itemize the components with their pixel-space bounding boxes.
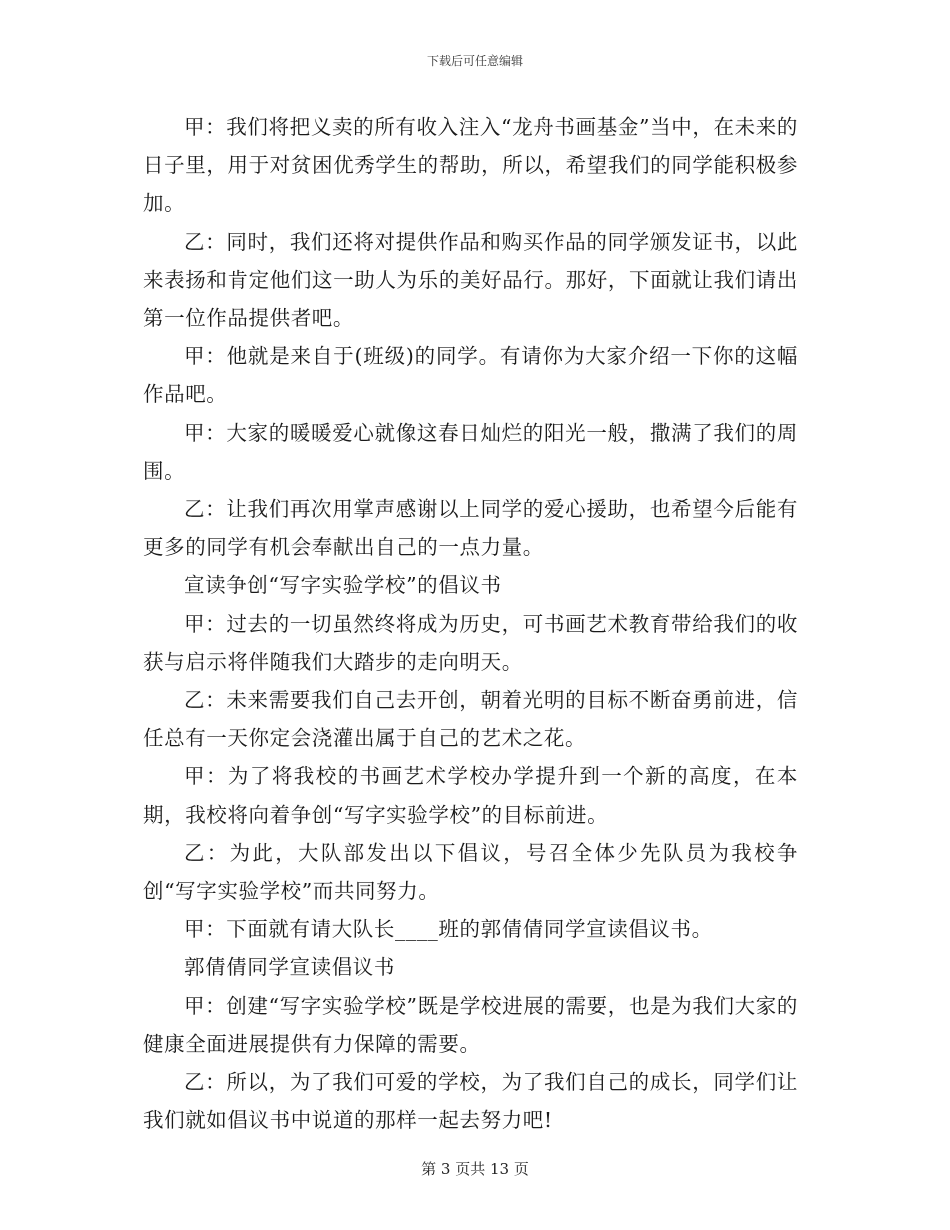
page-number-footer: 第 3 页共 13 页: [421, 1160, 529, 1178]
document-body: [143, 108, 798, 1139]
page-header: 下载后可任意编辑: [426, 54, 523, 68]
paragraph: 乙：同时，我们还将对提供作品和购买作品的同学颁发证书，以此来表扬和肯定他们这一助人为乐的美好品行。那好，下面就让我们请出第一位作品提供者吧。: [143, 229, 798, 331]
paragraph: 甲：为了将我校的书画艺术学校办学提升到一个新的高度，在本期，我校将向着争创“写字实验学校”的目标前进。: [143, 764, 798, 827]
paragraph: 甲：大家的暖暖爱心就像这春日灿烂的阳光一般，撒满了我们的周围。: [143, 420, 798, 483]
paragraph: 乙：未来需要我们自己去开创，朝着光明的目标不断奋勇前进，信任总有一天你定会浇灌出属于自己的艺术之花。: [143, 688, 798, 751]
paragraph: 乙：为此，大队部发出以下倡议，号召全体少先队员为我校争创“写字实验学校”而共同努力。: [143, 840, 798, 904]
paragraph: 乙：让我们再次用掌声感谢以上同学的爱心援助，也希望今后能有更多的同学有机会奉献出自己的一点力量。: [143, 497, 798, 560]
section-heading: 郭倩倩同学宣读倡议书: [184, 955, 395, 980]
paragraph: 甲：过去的一切虽然终将成为历史，可书画艺术教育带给我们的收获与启示将伴随我们大踏步的走向明天。: [143, 611, 798, 674]
section-heading: 宣读争创“写字实验学校”的倡议书: [184, 573, 502, 598]
paragraph: 甲：创建“写字实验学校”既是学校进展的需要，也是为我们大家的健康全面进展提供有力保障的需要。: [143, 993, 798, 1056]
paragraph: 甲：我们将把义卖的所有收入注入“龙舟书画基金”当中，在未来的日子里，用于对贫困优秀学生的帮助，所以，希望我们的同学能积极参加。: [143, 115, 798, 216]
paragraph: 甲：他就是来自于(班级)的同学。有请你为大家介绍一下你的这幅作品吧。: [143, 344, 798, 407]
paragraph: 乙：所以，为了我们可爱的学校，为了我们自己的成长，同学们让我们就如倡议书中说道的那样一起去努力吧!: [143, 1070, 798, 1133]
paragraph: 甲：下面就有请大队长____班的郭倩倩同学宣读倡议书。: [184, 917, 713, 942]
